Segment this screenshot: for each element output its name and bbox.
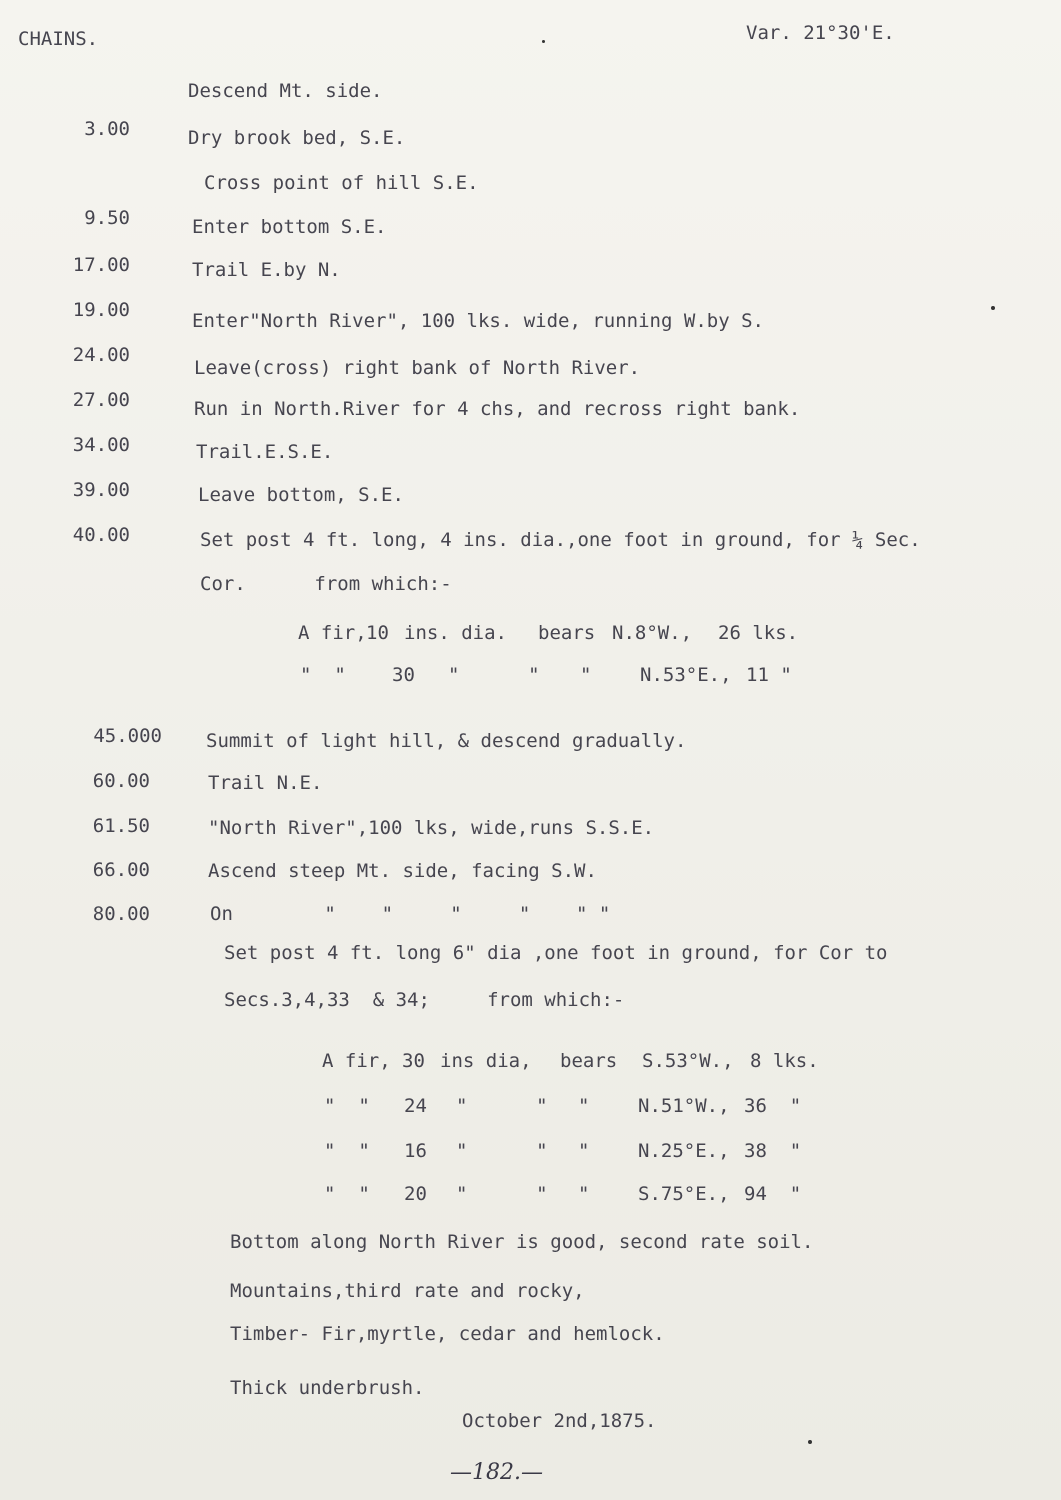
variation-header: Var. 21°30'E. <box>746 22 895 44</box>
entry-text: Run in North.River for 4 chs, and recross right bank. <box>194 398 801 420</box>
chain-value: 9.50 <box>84 207 130 229</box>
entry-text: On " " " " " " <box>210 903 611 925</box>
corner-post-line: Set post 4 ft. long 6" dia ,one foot in ground, for Cor to <box>224 942 888 964</box>
tree: A fir, <box>322 1050 391 1072</box>
unit: " " <box>456 1140 548 1162</box>
unit: " " <box>456 1095 548 1117</box>
chain-value: 45.000 <box>93 725 162 747</box>
entry-text: Set post 4 ft. long, 4 ins. dia.,one foot in ground, for ¼ Sec. <box>200 529 921 551</box>
dist: 8 lks. <box>750 1050 819 1072</box>
bearing: N.8°W., <box>612 622 693 644</box>
dist: 36 " <box>744 1095 802 1117</box>
chain-value: 40.00 <box>72 524 130 546</box>
dist: 38 " <box>744 1140 802 1162</box>
tree: " " <box>324 1095 370 1117</box>
chain-value: 34.00 <box>72 434 130 456</box>
dia: 20 <box>404 1183 427 1205</box>
bearing: S.53°W., <box>642 1050 734 1072</box>
verb: " <box>578 1140 590 1162</box>
corner-post-line: Secs.3,4,33 & 34; from which:- <box>224 989 625 1011</box>
tree: " " <box>300 664 346 686</box>
note-line: Timber- Fir,myrtle, cedar and hemlock. <box>230 1323 665 1345</box>
unit: " " <box>448 664 540 686</box>
tree: " " <box>324 1140 370 1162</box>
entry-text: Summit of light hill, & descend gradually. <box>206 730 687 752</box>
verb: " <box>578 1183 590 1205</box>
chain-value: 80.00 <box>92 903 150 925</box>
entry-text: "North River",100 lks, wide,runs S.S.E. <box>208 817 655 839</box>
bearing: N.53°E., <box>640 664 732 686</box>
paper-speck <box>808 1440 812 1444</box>
entry-text: Trail N.E. <box>208 772 323 794</box>
chains-column-header: CHAINS. <box>18 28 99 50</box>
chain-value: 24.00 <box>72 344 130 366</box>
verb: bears <box>538 622 596 644</box>
entry-text: Enter"North River", 100 lks. wide, running W.by S. <box>192 310 764 332</box>
bearing: N.25°E., <box>638 1140 730 1162</box>
paper-speck <box>542 40 545 43</box>
chain-value: 3.00 <box>84 118 130 140</box>
dia: 16 <box>404 1140 427 1162</box>
dia: 30 <box>392 664 415 686</box>
entry-text: Ascend steep Mt. side, facing S.W. <box>208 860 597 882</box>
bearing: S.75°E., <box>638 1183 730 1205</box>
verb: " <box>580 664 592 686</box>
entry-text: Trail E.by N. <box>192 259 341 281</box>
chain-value: 17.00 <box>72 254 130 276</box>
dia: 30 <box>402 1050 425 1072</box>
chain-value: 27.00 <box>72 389 130 411</box>
note-line: Mountains,third rate and rocky, <box>230 1280 585 1302</box>
survey-date: October 2nd,1875. <box>462 1410 657 1432</box>
chain-value: 60.00 <box>92 770 150 792</box>
dist: 11 " <box>746 664 792 686</box>
note-line: Thick underbrush. <box>230 1377 425 1399</box>
tree: A fir, <box>298 622 367 644</box>
entry-text: Dry brook bed, S.E. <box>188 127 406 149</box>
unit: ins. dia. <box>404 622 507 644</box>
entry-text: Cross point of hill S.E. <box>204 172 479 194</box>
dia: 10 <box>366 622 389 644</box>
verb: bears <box>560 1050 618 1072</box>
unit: ins dia, <box>440 1050 532 1072</box>
dist: 94 " <box>744 1183 802 1205</box>
bearing: N.51°W., <box>638 1095 730 1117</box>
chain-value: 19.00 <box>72 299 130 321</box>
entry-text: Descend Mt. side. <box>188 80 383 102</box>
chain-value: 39.00 <box>72 479 130 501</box>
entry-text: Trail.E.S.E. <box>196 441 334 463</box>
verb: " <box>578 1095 590 1117</box>
dia: 24 <box>404 1095 427 1117</box>
page-number: —182.— <box>450 1460 543 1485</box>
chain-value: 66.00 <box>92 859 150 881</box>
paper-speck <box>991 306 995 310</box>
dist: 26 lks. <box>718 622 799 644</box>
entry-text: Enter bottom S.E. <box>192 216 387 238</box>
note-line: Bottom along North River is good, second rate soil. <box>230 1231 814 1253</box>
tree: " " <box>324 1183 370 1205</box>
unit: " " <box>456 1183 548 1205</box>
entry-text: Cor. from which:- <box>200 573 452 595</box>
chain-value: 61.50 <box>92 815 150 837</box>
entry-text: Leave(cross) right bank of North River. <box>194 357 641 379</box>
entry-text: Leave bottom, S.E. <box>198 484 404 506</box>
